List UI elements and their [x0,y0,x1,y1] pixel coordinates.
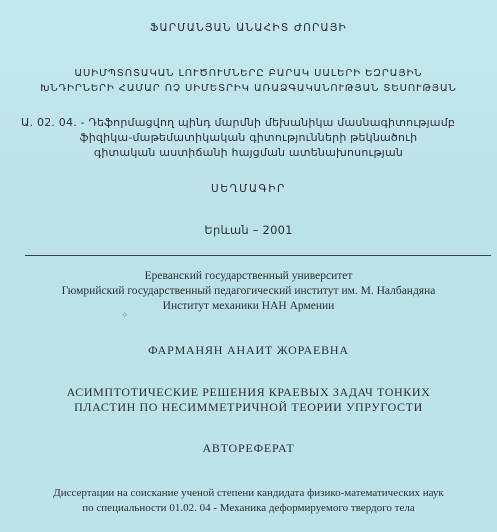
armenian-specialty-line-3: գիտական աստիճանի հայցման ատենախոսության [93,146,404,159]
armenian-title-line-1: ԱՍԻՄՊՏՈՏԱԿԱՆ ԼՈՒԾՈՒՄՆԵՐԸ ԲԱՐԱԿ ՍԱԼԵՐԻ ԵԶՐԱՅԻՆ [74,68,423,79]
armenian-specialty-line-1: Ա. 02. 04. - Դեֆորմացվող պինդ մարմնի մեխանիկա մասնագիտությամբ [21,116,456,129]
armenian-doc-type: ՍԵՂՄԱԳԻՐ [211,183,286,195]
speck-mark: ✧ [121,311,129,321]
russian-org-line-3: Институт механики НАН Армении [162,300,335,312]
armenian-author-name: ՖԱՐՄԱՆՅԱՆ ԱՆԱՀԻՏ ԺՈՐԱՅԻ [150,22,347,34]
russian-author-name: ФАРМАНЯН АНАИТ ЖОРАЕВНА [148,343,349,357]
russian-org-line-2: Гюмрийский государственный педагогический институт им. М. Налбандяна [61,285,436,297]
russian-org-line-1: Ереванский государственный университет [144,270,353,282]
armenian-city-year: Երևան – 2001 [204,223,293,237]
russian-doc-type: АВТОРЕФЕРАТ [202,441,295,455]
section-divider [25,255,491,256]
armenian-specialty-line-2: ֆիզիկա-մաթեմատիկական գիտությունների թեկնածուի [79,131,418,144]
russian-dissertation-line-2: по специальности 01.02. 04 - Механика деформируемого твердого тела [82,502,415,514]
russian-dissertation-line-1: Диссертации на соискание ученой степени кандидата физико-математических наук [53,487,444,499]
armenian-title-line-2: ԽՆԴԻՐՆԵՐԻ ՀԱՄԱՐ ՈՉ ՍԻՄԵՏՐԻԿ ԱՌԱՁԳԱԿԱՆՈՒԹՅԱՆ ՏԵՍՈՒԹՅԱՆ [40,83,457,94]
russian-title-line-2: ПЛАСТИН ПО НЕСИММЕТРИЧНОЙ ТЕОРИИ УПРУГОСТИ [74,400,423,414]
russian-title-line-1: АСИМПТОТИЧЕСКИЕ РЕШЕНИЯ КРАЕВЫХ ЗАДАЧ ТОНКИХ [66,385,431,399]
